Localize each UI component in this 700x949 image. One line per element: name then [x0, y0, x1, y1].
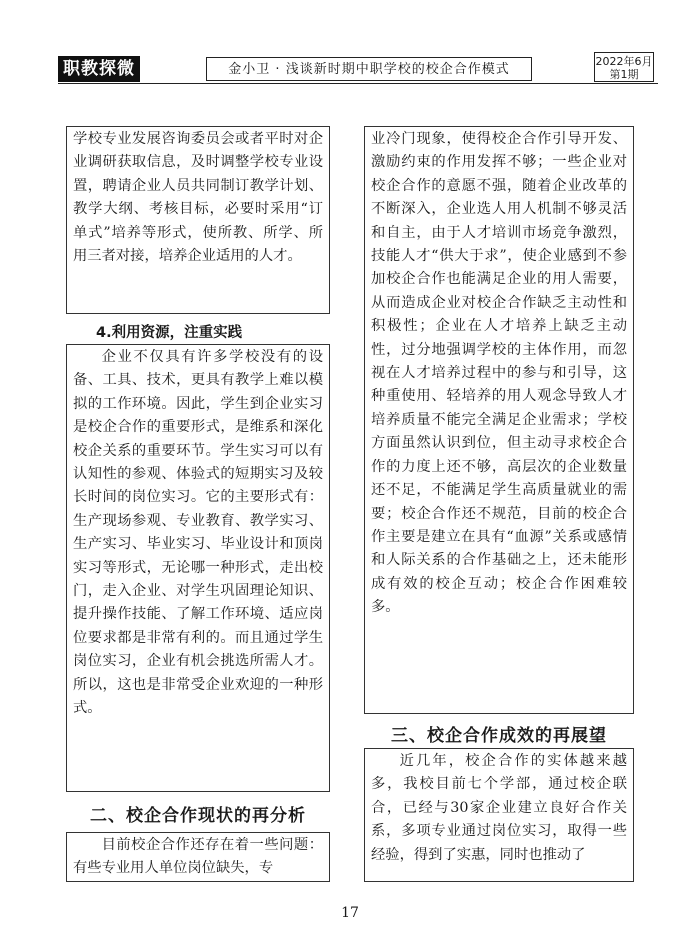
section-heading-3: 三、校企合作成效的再展望 [391, 726, 607, 746]
left-text-box-2 [66, 344, 330, 792]
running-title: 金小卫 · 浅谈新时期中职学校的校企合作模式 [206, 57, 532, 81]
section-heading-2: 二、校企合作现状的再分析 [90, 806, 306, 826]
paragraph: 近几年，校企合作的实体越来越多，我校目前七个学部，通过校企联合，已经与30家企业建立良好合作关系，多项专业通过岗位实习，取得一些经验，得到了实惠，同时也推动了 [371, 753, 627, 863]
section-subheading: 4.利用资源，注重实践 [96, 325, 243, 341]
left-text-box-1 [66, 126, 330, 314]
paragraph: 企业不仅具有许多学校没有的设备、工具、技术，更具有教学上难以模拟的工作环境。因此，学生到企业实习是校企合作的重要形式，是维系和深化校企关系的重要环节。学生实习可以有认知性的参观、体验式的短期实习及较长时间的岗位实习。它的主要形式有：生产现场参观、专业教育、教学实习、生产实习、毕业实习、毕业设计和顶岗实习等形式，无论哪一种形式，走出校门，走入企业、对学生巩固理论知识、提升操作技能、了解工作环境、适应岗位要求都是非常有利的。而且通过学生岗位实习，企业有机会挑选所需人才。所以，这也是非常受企业欢迎的一种形式。 [73, 349, 323, 717]
right-text-box-2 [364, 748, 634, 882]
left-text-box-3 [66, 832, 330, 882]
page-number: 17 [341, 905, 359, 921]
paragraph: 业冷门现象，使得校企合作引导开发、激励约束的作用发挥不够；一些企业对校企合作的意愿不强，随着企业改革的不断深入，企业选人用人机制不够灵活和自主，由于人才培训市场竞争激烈，技能人才“供大于求”，使企业感到不参加校企合作也能满足企业的用人需要，从而造成企业对校企合作缺乏主动性和积极性；企业在人才培养上缺乏主动性，过分地强调学校的主体作用，而忽视在人才培养过程中的参与和引导，这种重使用、轻培养的用人观念导致人才培养质量不能完全满足企业需求；学校方面虽然认识到位，但主动寻求校企合作的力度上还不够，高层次的企业数量还不足，不能满足学生高质量就业的需要；校企合作还不规范，目前的校企合作主要是建立在具有“血源”关系或感情和人际关系的合作基础之上，还未能形成有效的校企互动；校企合作困难较多。 [371, 131, 627, 616]
paragraph: 学校专业发展咨询委员会或者平时对企业调研获取信息，及时调整学校专业设置，聘请企业人员共同制订教学计划、教学大纲、考核目标，必要时采用“订单式”培养等形式，使所教、所学、所用三者对接，培养企业适用的人才。 [73, 131, 323, 265]
header-rule [58, 83, 658, 84]
issue-number: 第1期 [609, 68, 639, 81]
right-text-box-1 [364, 126, 634, 714]
journal-logo: 职教探微 [58, 56, 140, 82]
issue-year: 2022年6月 [595, 55, 653, 68]
paragraph: 目前校企合作还存在着一些问题：有些专业用人单位岗位缺失，专 [73, 837, 323, 877]
issue-badge [594, 52, 654, 82]
